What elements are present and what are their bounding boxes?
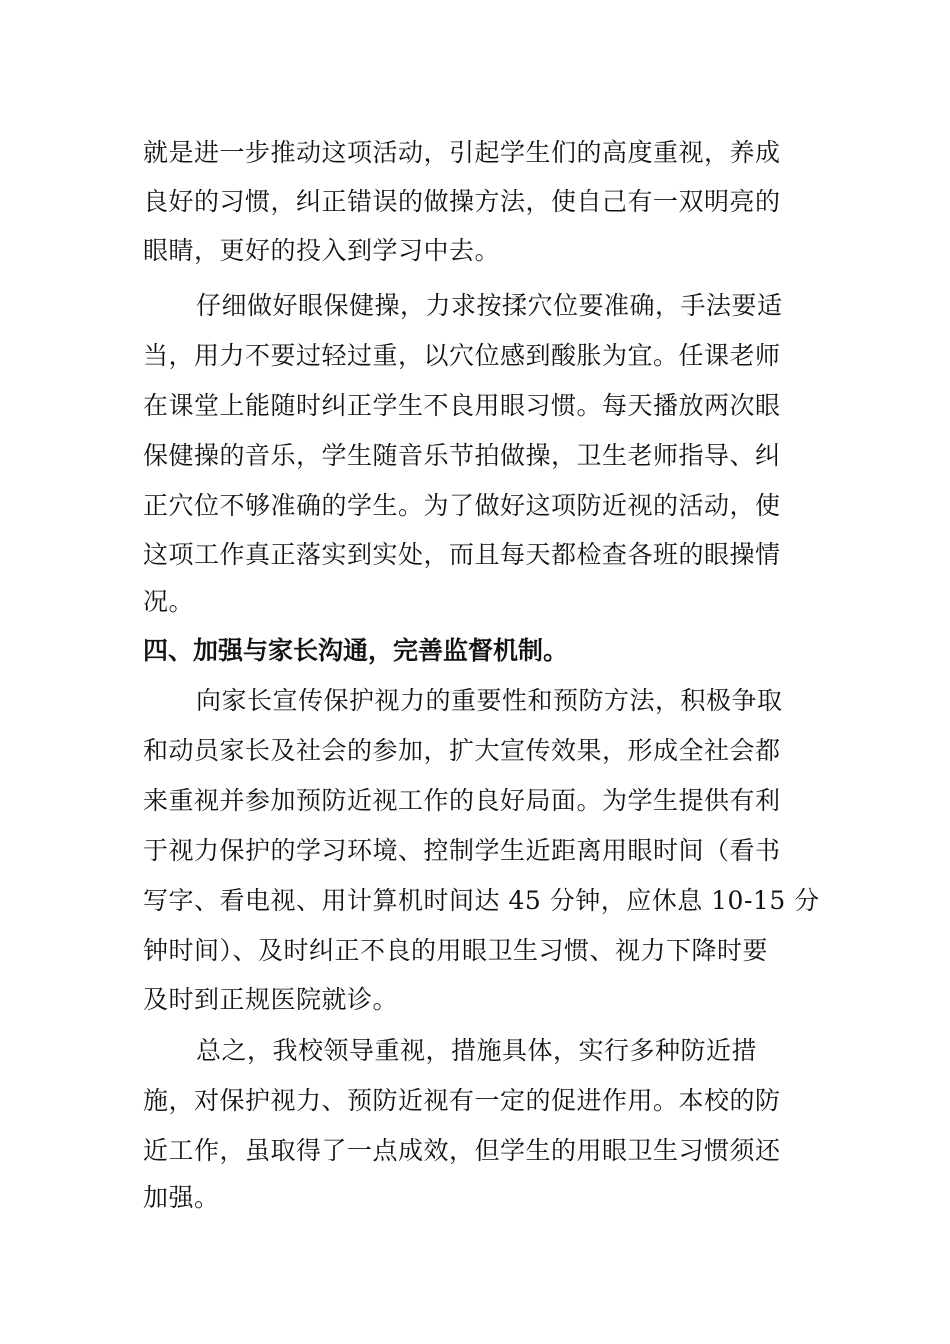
paragraph-3-line-1: 向家长宣传保护视力的重要性和预防方法，积极争取 [196, 686, 783, 715]
paragraph-2-line-1: 仔细做好眼保健操，力求按揉穴位要准确，手法要适 [196, 291, 783, 320]
paragraph-4-line-4: 加强。 [143, 1183, 220, 1212]
paragraph-2-line-4: 保健操的音乐，学生随音乐节拍做操，卫生老师指导、纠 [143, 441, 781, 470]
paragraph-2-line-3: 在课堂上能随时纠正学生不良用眼习惯。每天播放两次眼 [143, 391, 781, 420]
paragraph-3-line-6: 钟时间）、及时纠正不良的用眼卫生习惯、视力下降时要 [143, 936, 769, 965]
paragraph-2-line-2: 当，用力不要过轻过重，以穴位感到酸胀为宜。任课老师 [143, 341, 781, 370]
paragraph-3-line-7: 及时到正规医院就诊。 [143, 985, 399, 1014]
section-heading-4: 四、加强与家长沟通，完善监督机制。 [143, 636, 569, 665]
paragraph-3-line-4: 于视力保护的学习环境、控制学生近距离用眼时间（看书 [143, 836, 781, 865]
paragraph-3-line-3: 来重视并参加预防近视工作的良好局面。为学生提供有利 [143, 786, 781, 815]
paragraph-3-line-2: 和动员家长及社会的参加，扩大宣传效果，形成全社会都 [143, 736, 781, 765]
paragraph-3-line-5: 写字、看电视、用计算机时间达 45 分钟，应休息 10-15 分 [143, 886, 820, 915]
paragraph-2-line-5: 正穴位不够准确的学生。为了做好这项防近视的活动，使 [143, 491, 781, 520]
paragraph-4-line-1: 总之，我校领导重视，措施具体，实行多种防近措 [196, 1036, 758, 1065]
paragraph-2-line-7: 况。 [143, 587, 195, 616]
paragraph-1-line-2: 良好的习惯，纠正错误的做操方法，使自己有一双明亮的 [143, 187, 781, 216]
paragraph-4-line-3: 近工作，虽取得了一点成效，但学生的用眼卫生习惯须还 [143, 1136, 781, 1165]
paragraph-4-line-2: 施，对保护视力、预防近视有一定的促进作用。本校的防 [143, 1086, 781, 1115]
paragraph-2-line-6: 这项工作真正落实到实处，而且每天都检查各班的眼操情 [143, 540, 781, 569]
paragraph-1-line-3: 眼睛，更好的投入到学习中去。 [143, 236, 501, 265]
paragraph-1-line-1: 就是进一步推动这项活动，引起学生们的高度重视，养成 [143, 138, 781, 167]
